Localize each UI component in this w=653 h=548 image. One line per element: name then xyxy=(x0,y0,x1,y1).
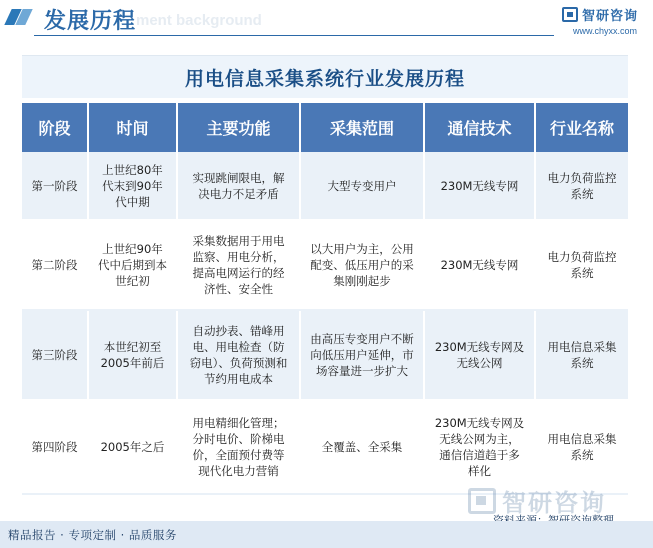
header-ghost-text: ment background xyxy=(136,12,262,29)
table-row xyxy=(22,400,628,494)
col-header-scope: 采集范围 xyxy=(300,103,424,152)
cell-tech: 230M无线专网 xyxy=(424,220,535,310)
col-header-function: 主要功能 xyxy=(177,103,300,152)
col-header-tech: 通信技术 xyxy=(424,103,535,152)
brand-logo xyxy=(562,5,638,24)
cell-time: 上世纪90年代中后期到本世纪初 xyxy=(88,220,177,310)
footer-tagline: 精品报告 · 专项定制 · 品质服务 xyxy=(8,528,177,542)
table-title: 用电信息采集系统行业发展历程 xyxy=(184,68,465,90)
cell-function: 实现跳闸限电，解决电力不足矛盾 xyxy=(177,152,300,220)
brand-logo-text: 智研咨询 xyxy=(582,9,639,24)
watermark-logo-icon xyxy=(468,488,496,514)
cell-stage: 第一阶段 xyxy=(22,152,88,220)
cell-tech: 230M无线专网及无线公网 xyxy=(424,310,535,400)
cell-industry: 电力负荷监控系统 xyxy=(535,152,628,220)
cell-scope: 全覆盖、全采集 xyxy=(300,400,424,494)
col-header-stage: 阶段 xyxy=(22,103,88,152)
col-header-industry: 行业名称 xyxy=(535,103,628,152)
header-title: 发展历程 xyxy=(44,8,137,34)
cell-stage: 第三阶段 xyxy=(22,310,88,400)
brand-logo-icon xyxy=(562,7,578,22)
watermark-text: 智研咨询 xyxy=(502,489,606,517)
cell-industry: 用电信息采集系统 xyxy=(535,310,628,400)
table-header-row xyxy=(22,103,628,152)
cell-function: 自动抄表、错峰用电、用电检查（防窃电）、负荷预测和节约用电成本 xyxy=(177,310,300,400)
cell-time: 上世纪80年代末到90年代中期 xyxy=(88,152,177,220)
cell-stage: 第二阶段 xyxy=(22,220,88,310)
history-card xyxy=(22,55,628,494)
table-row xyxy=(22,152,628,220)
cell-function: 用电精细化管理；分时电价、阶梯电价，全面预付费等现代化电力营销 xyxy=(177,400,300,494)
cell-time: 2005年之后 xyxy=(88,400,177,494)
table-row xyxy=(22,310,628,400)
cell-time: 本世纪初至2005年前后 xyxy=(88,310,177,400)
table-title-bar xyxy=(22,55,628,98)
table-row xyxy=(22,220,628,310)
cell-scope: 由高压专变用户不断向低压用户延伸，市场容量进一步扩大 xyxy=(300,310,424,400)
header-divider xyxy=(34,35,554,36)
brand-url: www.chyxx.com xyxy=(573,26,638,36)
page-header xyxy=(0,0,653,38)
history-table xyxy=(22,103,628,495)
cell-scope: 以大用户为主，公用配变、低压用户的采集刚刚起步 xyxy=(300,220,424,310)
cell-industry: 用电信息采集系统 xyxy=(535,400,628,494)
cell-industry: 电力负荷监控系统 xyxy=(535,220,628,310)
cell-stage: 第四阶段 xyxy=(22,400,88,494)
cell-tech: 230M无线专网 xyxy=(424,152,535,220)
cell-function: 采集数据用于用电 监察、用电分析，提高电网运行的经 济性、安全性 xyxy=(177,220,300,310)
cell-tech: 230M无线专网及无线公网为主，通信信道趋于多样化 xyxy=(424,400,535,494)
header-chevron-icon xyxy=(8,9,28,25)
col-header-time: 时间 xyxy=(88,103,177,152)
cell-scope: 大型专变用户 xyxy=(300,152,424,220)
